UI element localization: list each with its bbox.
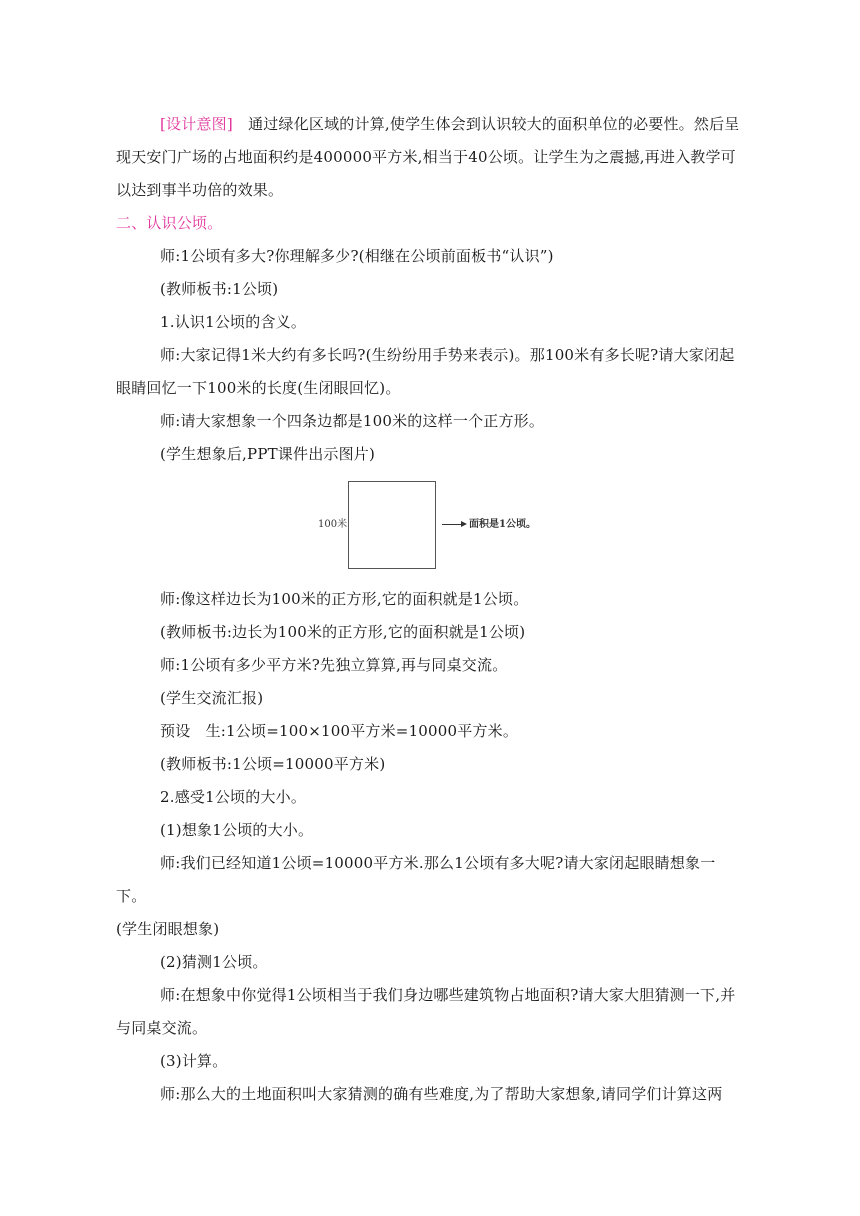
- design-intent-text: 通过绿化区域的计算,使学生体会到认识较大的面积单位的必要性。然后呈现天安门广场的占地面积约是400000平方米,相当于40公顷。让学生为之震撼,再进入教学可以达到事半功倍的效果。: [116, 115, 740, 199]
- square-shape: [348, 481, 436, 569]
- design-intent-paragraph: [116, 108, 742, 207]
- paragraph: (学生闭眼想象): [116, 920, 220, 938]
- paragraph: 师:大家记得1米大约有多长吗?(生纷纷用手势来表示)。那100米有多长呢?请大家闭起眼睛回忆一下100米的长度(生闭眼回忆)。: [116, 346, 735, 397]
- paragraph: 师:1公顷有多大?你理解多少?(相继在公顷前面板书“认识”): [160, 247, 554, 265]
- area-label: 面积是1公顷。: [469, 519, 536, 530]
- paragraph: 1.认识1公顷的含义。: [160, 313, 307, 331]
- paragraph: (3)计算。: [160, 1052, 228, 1070]
- paragraph: (学生交流汇报): [160, 689, 264, 707]
- paragraph: (教师板书:边长为100米的正方形,它的面积就是1公顷): [160, 623, 526, 641]
- paragraph: 师:请大家想象一个四条边都是100米的这样一个正方形。: [160, 412, 545, 430]
- arrow-icon: [461, 521, 467, 527]
- paragraph: (教师板书:1公顷=10000平方米): [160, 755, 386, 773]
- section-heading: 二、认识公顷。: [116, 214, 223, 232]
- document-body: [116, 108, 742, 1111]
- design-intent-tag: [设计意图]: [160, 115, 233, 133]
- paragraph: 师:像这样边长为100米的正方形,它的面积就是1公顷。: [160, 590, 529, 608]
- hectare-figure: [116, 479, 742, 579]
- paragraph: (学生想象后,PPT课件出示图片): [160, 445, 376, 463]
- paragraph: (1)想象1公顷的大小。: [160, 821, 314, 839]
- paragraph: 师:在想象中你觉得1公顷相当于我们身边哪些建筑物占地面积?请大家大胆猜测一下,并与同桌交流。: [116, 986, 736, 1037]
- paragraph: 2.感受1公顷的大小。: [160, 788, 307, 806]
- paragraph: 师:我们已经知道1公顷=10000平方米.那么1公顷有多大呢?请大家闭起眼睛想象一下。: [116, 854, 716, 905]
- side-length-label: 100米: [318, 519, 348, 530]
- bottom-paragraphs: [116, 583, 742, 1111]
- paragraph: 师:1公顷有多少平方米?先独立算算,再与同桌交流。: [160, 656, 508, 674]
- paragraph: (教师板书:1公顷): [160, 280, 279, 298]
- paragraph: 预设 生:1公顷=100×100平方米=10000平方米。: [160, 722, 519, 740]
- paragraph: 师:那么大的土地面积叫大家猜测的确有些难度,为了帮助大家想象,请同学们计算这两: [160, 1085, 723, 1103]
- paragraph: (2)猜测1公顷。: [160, 953, 268, 971]
